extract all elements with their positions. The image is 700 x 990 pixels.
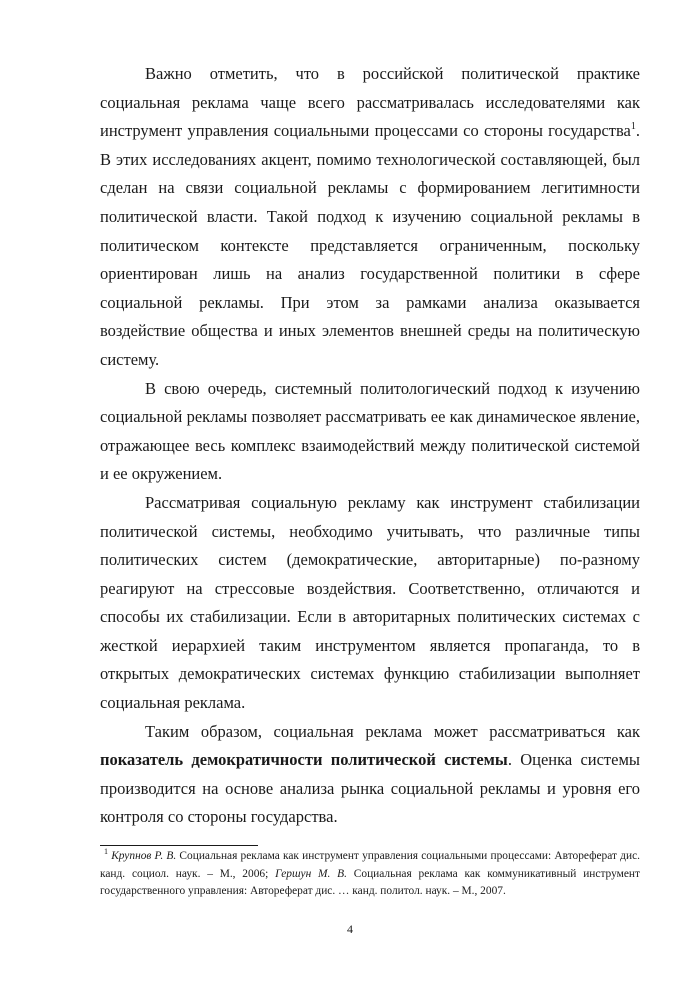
- paragraph-1-continuation: . В этих исследованиях акцент, помимо технологической составляющей, был сделан на связи социальной рекламы с формированием легитимности политической власти. Такой подход к изучению социальной рекламы в политическом контексте представляется ограниченным, поскольку ориентирован лишь на анализ государственной политики в сфере социальной рекламы. При этом за рамками анализа оказывается воздействие общества и иных элементов внешней среды на политическую систему.: [100, 121, 640, 369]
- paragraph-3: Рассматривая социальную рекламу как инструмент стабилизации политической системы, необходимо учитывать, что различные типы политических систем (демократические, авторитарные) по-разному реагируют на стрессовые воздействия. Соответственно, отличаются и способы их стабилизации. Если в авторитарных политических системах с жесткой иерархией таким инструментом является пропаганда, то в открытых демократических системах функцию стабилизации выполняет социальная реклама.: [100, 492, 640, 713]
- page-body: [100, 60, 640, 832]
- paragraph-4: [100, 718, 640, 832]
- footnote-reference[interactable]: 1: [630, 121, 636, 133]
- page-number: 4: [347, 922, 353, 936]
- paragraph-1: [100, 60, 640, 375]
- footnote-separator: [100, 845, 258, 846]
- paragraph-1-text: Важно отметить, что в российской политической практике социальная реклама чаще всего рассматривалась исследователями как инструмент управления социальными процессами со стороны государства: [100, 64, 640, 141]
- paragraph-2: В свою очередь, системный политологический подход к изучению социальной рекламы позволяет рассматривать ее как динамическое явление, отражающее весь комплекс взаимодействий между политической системой и ее окружением.: [100, 378, 640, 484]
- footnote-marker: 1: [104, 847, 108, 856]
- footnote-text-1: Социальная реклама как инструмент управления социальными процессами: Автореферат дис. канд. социол. наук. – М., 2006;: [100, 850, 640, 880]
- footnote-text-2: Социальная реклама как коммуникативный инструмент государственного управления: Автореферат дис. … канд. политол. наук. – М., 2007.: [100, 867, 640, 897]
- footnote: [100, 848, 640, 901]
- footnote-author-2: Гершун М. В.: [275, 867, 347, 880]
- emphasis-term: показатель демократичности политической системы: [100, 750, 508, 770]
- paragraph-4-continuation: . Оценка системы производится на основе анализа рынка социальной рекламы и уровня его контроля со стороны государства.: [100, 750, 640, 827]
- footnote-author-1: Крупнов Р. В.: [111, 850, 177, 862]
- paragraph-4-lead: Таким образом, социальная реклама может рассматриваться как: [145, 721, 640, 741]
